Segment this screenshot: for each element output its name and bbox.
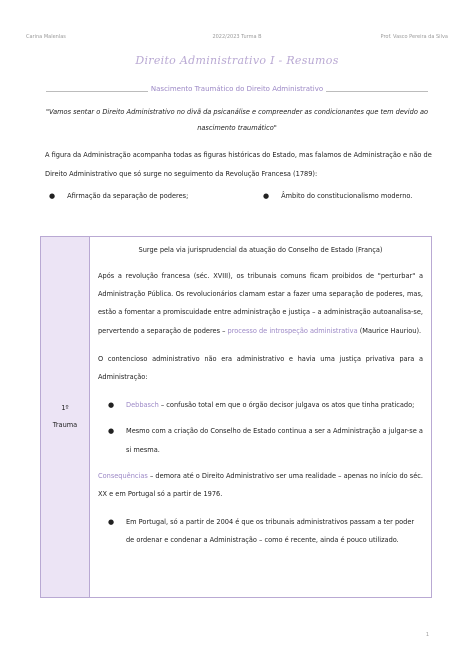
header-author: Carina Malenlas: [26, 34, 66, 40]
header-class: 2022/2023 Turma B: [212, 34, 262, 40]
section-subtitle: [46, 84, 428, 94]
document-title: Direito Administrativo I - Resumos: [135, 54, 339, 67]
bullet-icon: ●: [108, 401, 115, 410]
cell-list-item: [98, 396, 423, 414]
bullet-icon: ●: [108, 427, 115, 436]
p1-text-a: Após a revolução francesa (séc. XVIII), os tribunais comuns ficam proibidos de "perturbar" a Administração Pública. Os revolucionários clamam estar a fazer uma separação de poderes, mas, estão a fomentar a promiscuidade entre administração e justiça – a administração autoanalisa-se, pervertendo a separação de poderes –: [98, 272, 423, 335]
subtitle-rule-right: [326, 91, 428, 92]
p3-highlight: Consequências: [98, 471, 148, 480]
item-text: – confusão total em que o órgão decisor julgava os atos que tinha praticado;: [158, 401, 415, 410]
list-item-text: Mesmo com a criação do Conselho de Estado continua a ser a Administração a julgar-se a si mesma.: [126, 427, 423, 454]
list-item-text: [126, 396, 423, 414]
list-item-text: Em Portugal, só a partir de 2004 é que os tribunais administrativos passam a ter poder de ordenar e condenar a Administração – como é recente, ainda é pouco utilizado.: [126, 518, 415, 545]
subtitle-rule-left: [46, 91, 148, 92]
bullet-text: Afirmação da separação de poderes;: [67, 192, 189, 200]
bullet-item: [263, 192, 412, 200]
row-label-cell: [41, 237, 90, 597]
cell-paragraph: [98, 267, 423, 340]
cell-heading: Surge pela via jurisprudencial da atuação do Conselho de Estado (França): [138, 246, 383, 254]
bullet-text: Âmbito do constitucionalismo moderno.: [281, 192, 413, 200]
intro-paragraph: A figura da Administração acompanha todas as figuras históricas do Estado, mas falamos de Administração e não de Direito Administrativo que só surge no seguimento da Revolução Francesa (1789):: [45, 151, 432, 178]
bullet-icon: ●: [49, 192, 56, 200]
cell-paragraph: O contencioso administrativo não era administrativo e havia uma justiça privativa para a Administração:: [98, 354, 423, 382]
row-label-number: 1º: [61, 404, 69, 412]
p3-text: – demora até o Direito Administrativo ser uma realidade – apenas no início do séc. XX e em Portugal só a partir de 1976.: [98, 471, 423, 499]
row-label-text: Trauma: [52, 421, 78, 429]
bullet-item: [49, 192, 188, 200]
quote: "Vamos sentar o Direito Administrativo no divã da psicanálise e compreender as condicionantes que tem devido ao nascimento traumático": [45, 108, 429, 132]
page-number: 1: [425, 632, 429, 638]
content-cell: [90, 237, 431, 597]
p1-highlight: processo de introspeção administrativa: [227, 326, 358, 335]
header-professor: Prof. Vasco Pereira da Silva: [380, 34, 448, 40]
bullet-list: [45, 192, 433, 206]
cell-list-item: [98, 422, 423, 458]
trauma-table: [40, 236, 432, 598]
p1-text-b: (Maurice Hauriou).: [357, 326, 422, 335]
item-highlight: Debbasch: [126, 401, 159, 410]
bullet-icon: ●: [108, 518, 115, 527]
cell-list-item: [98, 513, 423, 549]
cell-paragraph: [98, 467, 423, 503]
bullet-icon: ●: [263, 192, 270, 200]
subtitle-text: Nascimento Traumático do Direito Administrativo: [150, 85, 324, 93]
